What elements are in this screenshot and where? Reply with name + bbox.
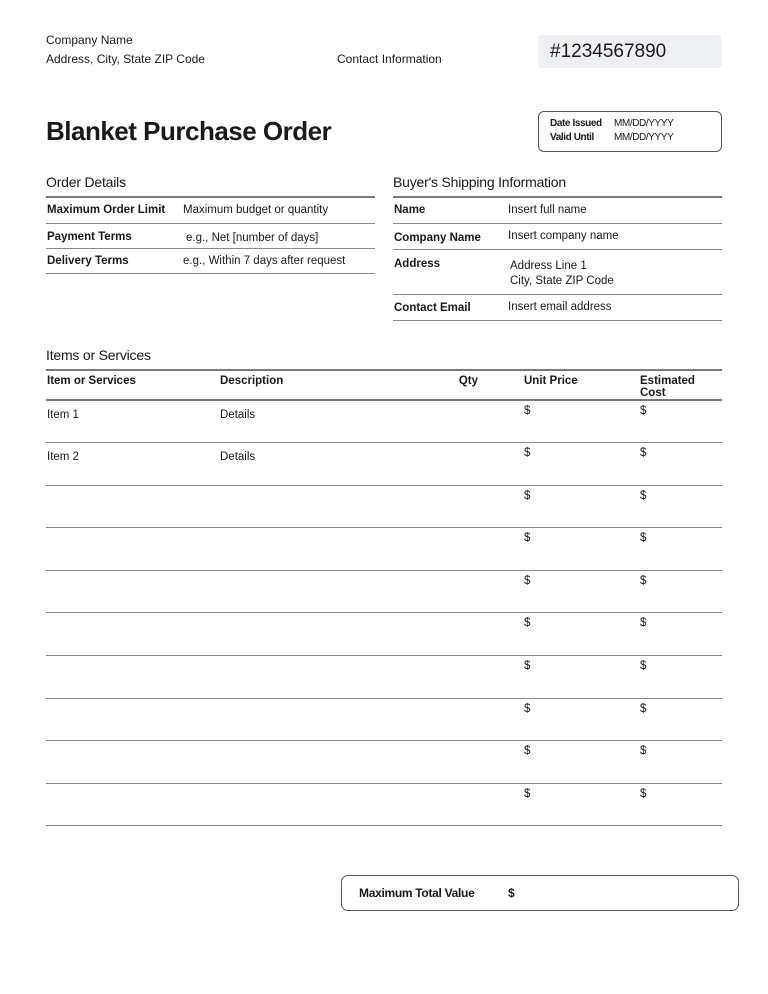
table-row — [46, 528, 722, 571]
order-detail-row — [46, 223, 375, 248]
po-number: #1234567890 — [550, 41, 667, 62]
column-header-unit-price: Unit Price — [508, 371, 624, 400]
item-qty — [444, 656, 508, 699]
item-name — [46, 485, 220, 528]
item-name: Item 1 — [46, 400, 220, 443]
item-estimated-cost: $ — [624, 570, 722, 613]
valid-until-row — [550, 132, 673, 143]
item-description — [220, 528, 444, 571]
table-row — [46, 443, 722, 486]
items-table — [46, 371, 722, 826]
item-name — [46, 570, 220, 613]
item-qty — [444, 741, 508, 784]
item-estimated-cost: $ — [624, 400, 722, 443]
item-estimated-cost: $ — [624, 485, 722, 528]
item-description — [220, 485, 444, 528]
table-row — [46, 613, 722, 656]
shipping-info-table — [393, 198, 722, 321]
items-header-row — [46, 371, 722, 400]
order-detail-label: Payment Terms — [46, 223, 182, 248]
column-header-estimated-cost: Estimated Cost — [624, 371, 722, 400]
total-label: Maximum Total Value — [359, 886, 475, 900]
item-name — [46, 656, 220, 699]
item-name — [46, 783, 220, 826]
po-number-box — [538, 35, 722, 68]
item-description: Details — [220, 400, 444, 443]
order-detail-value: e.g., Net [number of days] — [182, 223, 375, 248]
item-unit-price: $ — [508, 485, 624, 528]
order-detail-value: Maximum budget or quantity — [182, 198, 375, 223]
item-qty — [444, 698, 508, 741]
order-detail-row — [46, 248, 375, 273]
item-unit-price: $ — [508, 443, 624, 486]
column-header-item: Item or Services — [46, 371, 220, 400]
order-detail-label: Maximum Order Limit — [46, 198, 182, 223]
shipping-label: Name — [393, 198, 507, 223]
item-estimated-cost: $ — [624, 741, 722, 784]
shipping-label: Contact Email — [393, 294, 507, 320]
total-box — [341, 875, 739, 911]
item-unit-price: $ — [508, 570, 624, 613]
items-title: Items or Services — [46, 347, 151, 363]
item-name — [46, 741, 220, 784]
item-estimated-cost: $ — [624, 443, 722, 486]
date-issued-row — [550, 118, 673, 129]
item-description — [220, 741, 444, 784]
item-qty — [444, 783, 508, 826]
contact-information: Contact Information — [337, 52, 442, 66]
item-qty — [444, 485, 508, 528]
valid-until-value: MM/DD/YYYY — [614, 132, 674, 143]
item-unit-price: $ — [508, 783, 624, 826]
item-qty — [444, 570, 508, 613]
item-qty — [444, 443, 508, 486]
item-name — [46, 698, 220, 741]
shipping-value: Insert email address — [507, 294, 722, 320]
order-details-table — [46, 198, 375, 274]
table-row — [46, 400, 722, 443]
valid-until-label: Valid Until — [550, 132, 594, 143]
column-header-description: Description — [220, 371, 444, 400]
shipping-value: Insert full name — [507, 198, 722, 223]
table-row — [46, 741, 722, 784]
table-row — [46, 698, 722, 741]
item-qty — [444, 613, 508, 656]
item-name — [46, 528, 220, 571]
order-detail-value: e.g., Within 7 days after request — [182, 248, 375, 273]
address-line-1: Address Line 1 — [510, 259, 587, 272]
address-line-2: City, State ZIP Code — [510, 274, 614, 287]
item-estimated-cost: $ — [624, 656, 722, 699]
document-title: Blanket Purchase Order — [46, 116, 332, 146]
item-estimated-cost: $ — [624, 613, 722, 656]
shipping-info-title: Buyer's Shipping Information — [393, 174, 566, 190]
shipping-value: Insert company name — [507, 223, 722, 249]
company-address: Address, City, State ZIP Code — [46, 52, 205, 66]
item-qty — [444, 400, 508, 443]
shipping-row — [393, 198, 722, 223]
table-row — [46, 570, 722, 613]
item-qty — [444, 528, 508, 571]
column-header-qty: Qty — [444, 371, 508, 400]
item-estimated-cost: $ — [624, 698, 722, 741]
item-unit-price: $ — [508, 400, 624, 443]
item-unit-price: $ — [508, 656, 624, 699]
item-unit-price: $ — [508, 741, 624, 784]
table-row — [46, 656, 722, 699]
item-description — [220, 570, 444, 613]
order-detail-label: Delivery Terms — [46, 248, 182, 273]
item-unit-price: $ — [508, 698, 624, 741]
shipping-row — [393, 223, 722, 249]
shipping-row — [393, 294, 722, 320]
item-description: Details — [220, 443, 444, 486]
shipping-label: Address — [393, 249, 507, 294]
item-estimated-cost: $ — [624, 528, 722, 571]
dates-box — [538, 111, 722, 152]
table-row — [46, 485, 722, 528]
shipping-value — [507, 249, 722, 294]
item-name — [46, 613, 220, 656]
total-value: $ — [508, 886, 515, 900]
item-description — [220, 698, 444, 741]
item-description — [220, 613, 444, 656]
order-detail-row — [46, 198, 375, 223]
order-details-title: Order Details — [46, 174, 126, 190]
item-description — [220, 656, 444, 699]
table-row — [46, 783, 722, 826]
date-issued-value: MM/DD/YYYY — [614, 118, 674, 129]
date-issued-label: Date Issued — [550, 118, 602, 129]
item-name: Item 2 — [46, 443, 220, 486]
item-unit-price: $ — [508, 613, 624, 656]
company-name: Company Name — [46, 33, 133, 47]
shipping-label: Company Name — [393, 223, 507, 249]
shipping-row — [393, 249, 722, 294]
item-description — [220, 783, 444, 826]
item-estimated-cost: $ — [624, 783, 722, 826]
item-unit-price: $ — [508, 528, 624, 571]
